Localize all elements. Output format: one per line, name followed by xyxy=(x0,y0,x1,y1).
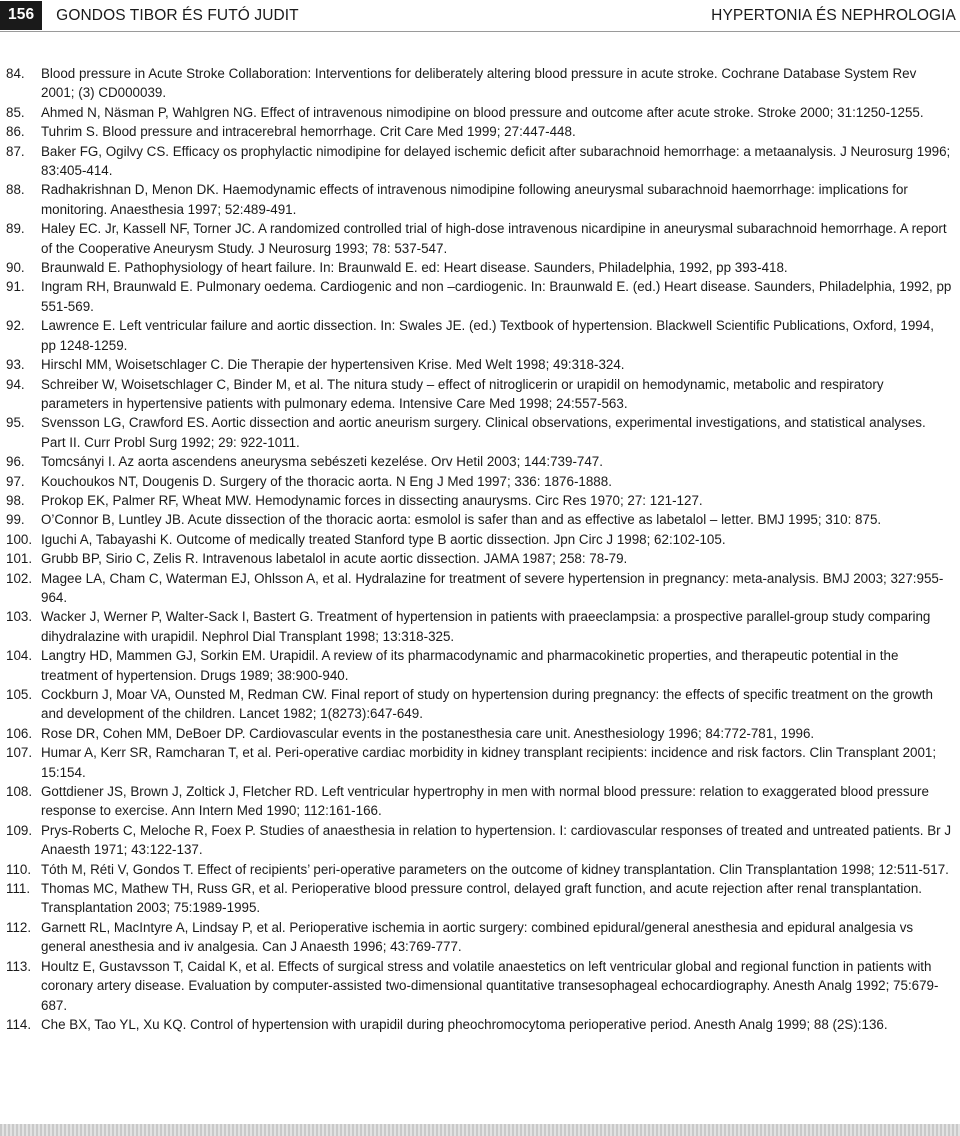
reference-number: 102. xyxy=(6,570,33,586)
reference-text: Hirschl MM, Woisetschlager C. Die Therapie der hypertensiven Krise. Med Welt 1998; 49:318-324. xyxy=(41,357,625,373)
reference-item xyxy=(6,375,952,414)
reference-text: Radhakrishnan D, Menon DK. Haemodynamic effects of intravenous nimodipine following aneurysmal subarachnoid haemorrhage: implications for monitoring. Anaesthesia 1997; 52:489-491. xyxy=(41,182,908,217)
reference-text: Svensson LG, Crawford ES. Aortic dissection and aortic aneurism surgery. Clinical observations, experimental investigations, and statistical analyses. Part II. Curr Probl Surg 1992; 29: 922-1011. xyxy=(41,415,926,450)
reference-item xyxy=(6,355,952,374)
reference-text: Lawrence E. Left ventricular failure and aortic dissection. In: Swales JE. (ed.) Textbook of hypertension. Blackwell Scientific Publications, Oxford, 1994, pp 1248-1259. xyxy=(41,318,934,353)
reference-item xyxy=(6,472,952,491)
reference-text: O’Connor B, Luntley JB. Acute dissection of the thoracic aorta: esmolol is safer than and as effective as labetalol – letter. BMJ 1995; 310: 875. xyxy=(41,512,882,528)
reference-item xyxy=(6,258,952,277)
reference-text: Gottdiener JS, Brown J, Zoltick J, Fletcher RD. Left ventricular hypertrophy in men with normal blood pressure: relation to exaggerated blood pressure response to exercise. Ann Intern Med 1990; 112:161-166. xyxy=(41,784,929,819)
reference-number: 91. xyxy=(6,279,25,295)
reference-text: Tóth M, Réti V, Gondos T. Effect of recipients’ peri-operative parameters on the outcome of kidney transplantation. Clin Transplantation 1998; 12:511-517. xyxy=(41,861,949,877)
reference-text: Prys-Roberts C, Meloche R, Foex P. Studies of anaesthesia in relation to hypertension. I: cardiovascular responses of treated and untreated patients. Br J Anaesth 1971; 43:122-137. xyxy=(41,822,952,858)
reference-text: Che BX, Tao YL, Xu KQ. Control of hypertension with urapidil during pheochromocytoma perioperative period. Anesth Analg 1999; 88 (2S):136. xyxy=(41,1016,888,1032)
reference-text: Haley EC. Jr, Kassell NF, Torner JC. A randomized controlled trial of high-dose intravenous nicardipine in aneurysmal subarachnoid hemorrhage. A report of the Cooperative Aneurysm Study. J Neurosurg 1993; 78: 537-547. xyxy=(41,221,947,256)
reference-text: Braunwald E. Pathophysiology of heart failure. In: Braunwald E. ed: Heart disease. Saunders, Philadelphia, 1992, pp 393-418. xyxy=(41,260,788,276)
reference-item xyxy=(6,277,952,316)
running-title-journal: HYPERTONIA ÉS NEPHROLOGIA xyxy=(711,6,956,24)
reference-text: Baker FG, Ogilvy CS. Efficacy os prophylactic nimodipine for delayed ischemic deficit after subarachnoid hemorrhage: a metaanalysis. J Neurosurg 1996; 83:405-414. xyxy=(41,143,951,179)
reference-number: 114. xyxy=(6,1016,32,1032)
reference-text: Kouchoukos NT, Dougenis D. Surgery of the thoracic aorta. N Eng J Med 1997; 336: 1876-1888. xyxy=(41,473,612,489)
reference-item xyxy=(6,821,952,860)
reference-text: Ingram RH, Braunwald E. Pulmonary oedema. Cardiogenic and non –cardiogenic. In: Braunwald E. (ed.) Heart disease. Saunders, Philadelphia, 1992, pp 551-569. xyxy=(41,279,952,314)
reference-item xyxy=(6,569,952,608)
reference-item xyxy=(6,530,952,549)
reference-number: 97. xyxy=(6,473,25,489)
reference-number: 86. xyxy=(6,124,25,140)
reference-number: 110. xyxy=(6,861,32,877)
reference-number: 106. xyxy=(6,725,33,741)
reference-item xyxy=(6,918,952,957)
reference-item xyxy=(6,607,952,646)
reference-number: 101. xyxy=(6,551,33,567)
reference-number: 108. xyxy=(6,784,33,800)
reference-number: 99. xyxy=(6,512,25,528)
reference-number: 96. xyxy=(6,454,25,470)
reference-text: Prokop EK, Palmer RF, Wheat MW. Hemodynamic forces in dissecting anaurysms. Circ Res 1970; 27: 121-127. xyxy=(41,492,703,508)
reference-number: 92. xyxy=(6,318,25,334)
reference-item xyxy=(6,743,952,782)
reference-text: Langtry HD, Mammen GJ, Sorkin EM. Urapidil. A review of its pharmacodynamic and pharmacokinetic properties, and therapeutic potential in the treatment of hypertension. Drugs 1989; 38:900-940. xyxy=(41,648,899,683)
reference-number: 87. xyxy=(6,143,25,159)
reference-item xyxy=(6,413,952,452)
reference-number: 95. xyxy=(6,415,25,431)
reference-item xyxy=(6,549,952,568)
reference-number: 90. xyxy=(6,260,25,276)
reference-text: Schreiber W, Woisetschlager C, Binder M, et al. The nitura study – effect of nitroglicerin or urapidil on hemodynamic, metabolic and respiratory parameters in hypertensive patients with pulmonary edema. Intensive Care Med 1998; 24:557-563. xyxy=(41,376,884,411)
reference-number: 85. xyxy=(6,104,25,120)
reference-number: 103. xyxy=(6,609,33,625)
reference-number: 109. xyxy=(6,822,33,838)
reference-number: 104. xyxy=(6,648,33,664)
reference-text: Tomcsányi I. Az aorta ascendens aneurysma sebészeti kezelése. Orv Hetil 2003; 144:739-747. xyxy=(41,454,603,470)
reference-item xyxy=(6,646,952,685)
bottom-border xyxy=(0,1124,960,1136)
reference-item xyxy=(6,1015,952,1034)
reference-list xyxy=(6,64,952,1034)
reference-number: 89. xyxy=(6,221,25,237)
reference-text: Rose DR, Cohen MM, DeBoer DP. Cardiovascular events in the postanesthesia care unit. Anesthesiology 1996; 84:772-781, 1996. xyxy=(41,725,815,741)
reference-text: Cockburn J, Moar VA, Ounsted M, Redman CW. Final report of study on hypertension during pregnancy: the effects of specific treatment on the growth and development of the children. Lancet 1982; 1(8273):647-649. xyxy=(41,687,933,722)
reference-number: 105. xyxy=(6,687,33,702)
reference-item xyxy=(6,64,952,103)
reference-number: 107. xyxy=(6,745,33,761)
reference-number: 93. xyxy=(6,357,25,373)
reference-item xyxy=(6,491,952,510)
reference-item xyxy=(6,316,952,355)
reference-text: Wacker J, Werner P, Walter-Sack I, Bastert G. Treatment of hypertension in patients with praeeclampsia: a prospective parallel-group study comparing dihydralazine with urapidil. Nephrol Dial Transplant 1998; 13:318-325. xyxy=(41,609,931,644)
reference-item xyxy=(6,510,952,529)
reference-item xyxy=(6,103,952,122)
page-number: 156 xyxy=(0,1,42,30)
reference-item xyxy=(6,219,952,258)
reference-number: 112. xyxy=(6,919,32,935)
reference-number: 100. xyxy=(6,531,33,547)
reference-number: 113. xyxy=(6,958,32,974)
reference-item xyxy=(6,724,952,743)
reference-text: Magee LA, Cham C, Waterman EJ, Ohlsson A, et al. Hydralazine for treatment of severe hypertension in pregnancy: meta-analysis. BMJ 2003; 327:955-964. xyxy=(41,570,944,605)
reference-item xyxy=(6,879,952,918)
reference-text: Ahmed N, Näsman P, Wahlgren NG. Effect of intravenous nimodipine on blood pressure and outcome after acute stroke. Stroke 2000; 31:1250-1255. xyxy=(41,104,924,120)
reference-item xyxy=(6,957,952,1015)
reference-number: 111. xyxy=(6,881,31,897)
running-title-authors: GONDOS TIBOR ÉS FUTÓ JUDIT xyxy=(56,6,299,24)
header-rule xyxy=(0,31,960,32)
reference-text: Grubb BP, Sirio C, Zelis R. Intravenous labetalol in acute aortic dissection. JAMA 1987; 258: 78-79. xyxy=(41,551,628,567)
reference-text: Houltz E, Gustavsson T, Caidal K, et al. Effects of surgical stress and volatile anaestetics on left ventricular global and regional function in patients with coronary artery disease. Evaluation by computer-assisted two-dimensional quantitative transesophageal echocardiography. Anesth Analg 1992; 75:679-687. xyxy=(41,958,939,1013)
reference-text: Humar A, Kerr SR, Ramcharan T, et al. Peri-operative cardiac morbidity in kidney transplant recipients: incidence and risk factors. Clin Transplant 2001; 15:154. xyxy=(41,745,937,780)
reference-item xyxy=(6,122,952,141)
reference-text: Iguchi A, Tabayashi K. Outcome of medically treated Stanford type B aortic dissection. Jpn Circ J 1998; 62:102-105. xyxy=(41,531,726,547)
reference-item xyxy=(6,860,952,879)
reference-number: 98. xyxy=(6,492,25,508)
reference-number: 94. xyxy=(6,376,25,392)
reference-item xyxy=(6,782,952,821)
reference-text: Thomas MC, Mathew TH, Russ GR, et al. Perioperative blood pressure control, delayed graft function, and acute rejection after renal transplantation. Transplantation 2003; 75:1989-1995. xyxy=(41,881,923,916)
reference-item xyxy=(6,180,952,219)
reference-item xyxy=(6,452,952,471)
reference-text: Garnett RL, MacIntyre A, Lindsay P, et al. Perioperative ischemia in aortic surgery: combined epidural/general anesthesia and epidural analgesia vs general anesthesia and iv analgesia. Can J Anaesth 1996; 43:769-777. xyxy=(41,919,914,955)
page-header xyxy=(0,0,960,31)
reference-text: Blood pressure in Acute Stroke Collaboration: Interventions for deliberately altering blood pressure in acute stroke. Cochrane Database System Rev 2001; (3) CD000039. xyxy=(41,66,917,101)
reference-number: 84. xyxy=(6,66,25,81)
reference-text: Tuhrim S. Blood pressure and intracerebral hemorrhage. Crit Care Med 1999; 27:447-448. xyxy=(41,124,576,140)
reference-item xyxy=(6,685,952,724)
reference-number: 88. xyxy=(6,182,25,198)
reference-item xyxy=(6,142,952,181)
